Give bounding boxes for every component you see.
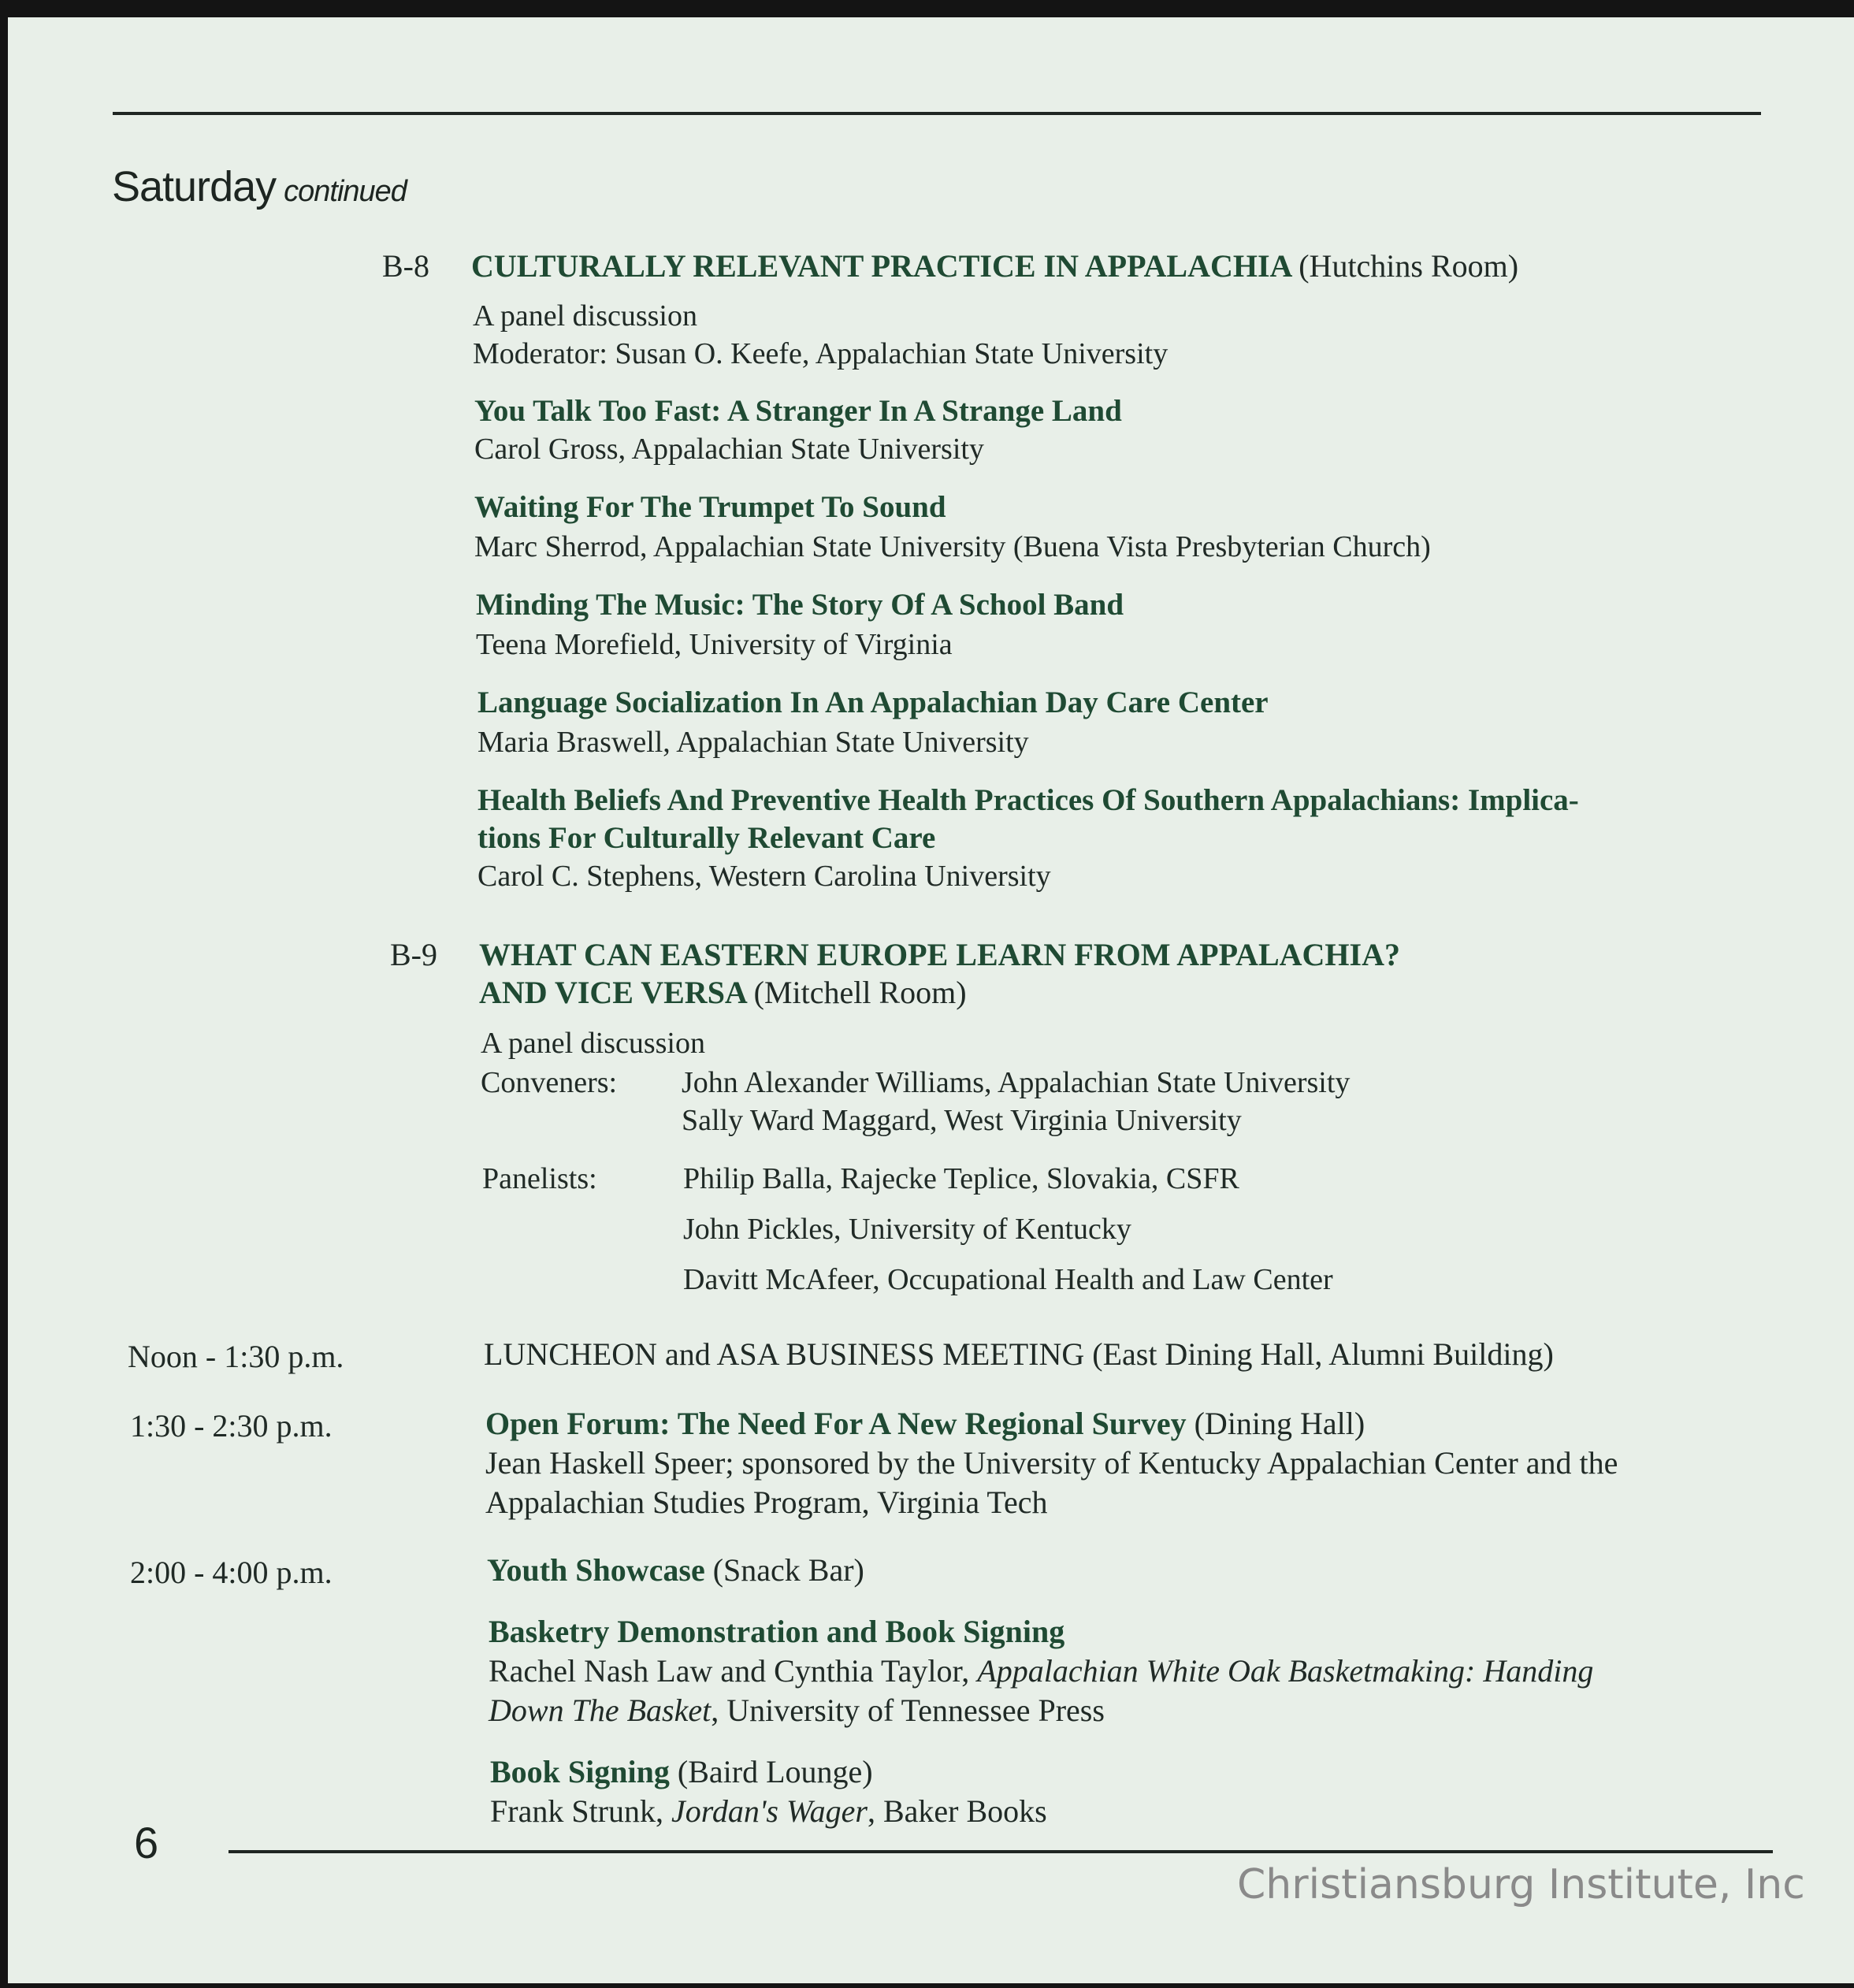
talk-presenter: Maria Braswell, Appalachian State University: [477, 726, 1029, 759]
signing-title-row: [490, 1752, 873, 1792]
conveners-row: [481, 1064, 1350, 1102]
event-title: Open Forum: The Need For A New Regional Survey: [485, 1406, 1187, 1441]
event-room: (Dining Hall): [1194, 1406, 1365, 1441]
session-code-b8: B-8: [382, 248, 429, 284]
session-code-b9: B-9: [390, 937, 437, 972]
event-title: Youth Showcase: [487, 1552, 705, 1588]
session-title-b9-line2: [479, 974, 967, 1011]
event-line: Appalachian Studies Program, Virginia Tech: [485, 1484, 1048, 1520]
talk-presenter: Teena Morefield, University of Virginia: [476, 628, 953, 661]
event-room: (Snack Bar): [712, 1552, 864, 1588]
event-text: LUNCHEON and ASA BUSINESS MEETING (East Dining Hall, Alumni Building): [484, 1336, 1554, 1372]
event-line: Jean Haskell Speer; sponsored by the University of Kentucky Appalachian Center and the: [485, 1445, 1618, 1481]
session-format-b9: A panel discussion: [481, 1027, 705, 1060]
signing-room: (Baird Lounge): [677, 1754, 873, 1789]
signing-book: Jordan's Wager: [671, 1793, 868, 1829]
conveners-label: Conveners:: [481, 1066, 618, 1099]
panelists-label: Panelists:: [482, 1162, 597, 1195]
session-room-b9: (Mitchell Room): [753, 975, 967, 1010]
page-number: 6: [134, 1818, 159, 1867]
convener-name: John Alexander Williams, Appalachian State University: [682, 1066, 1351, 1099]
event-time: 2:00 - 4:00 p.m.: [130, 1555, 333, 1590]
panelist-name: John Pickles, University of Kentucky: [683, 1213, 1131, 1246]
talk-title-line1: Health Beliefs And Preventive Health Practices Of Southern Appalachians: Implica-: [477, 783, 1579, 817]
session-room-b8: (Hutchins Room): [1299, 248, 1519, 284]
session-format-b8: A panel discussion: [473, 299, 697, 333]
talk-title: Language Socialization In An Appalachian Day Care Center: [477, 686, 1269, 719]
session-title-b8: [471, 247, 1518, 284]
event-time: Noon - 1:30 p.m.: [128, 1339, 344, 1374]
basketry-line2: [489, 1691, 1105, 1730]
session-title-b8-text: CULTURALLY RELEVANT PRACTICE IN APPALACHIA: [471, 248, 1291, 284]
talk-title-line2: tions For Culturally Relevant Care: [477, 821, 936, 855]
day-label: Saturday: [112, 163, 277, 210]
program-page: [8, 17, 1854, 1983]
event-title-row: [485, 1404, 1365, 1444]
talk-presenter: Carol C. Stephens, Western Carolina University: [477, 860, 1051, 893]
basketry-publisher: , University of Tennessee Press: [711, 1693, 1105, 1728]
basketry-authors: Rachel Nash Law and Cynthia Taylor,: [489, 1653, 978, 1689]
talk-title: You Talk Too Fast: A Stranger In A Strange Land: [474, 394, 1122, 428]
talk-presenter: Carol Gross, Appalachian State University: [474, 433, 984, 466]
talk-presenter: Marc Sherrod, Appalachian State University (Buena Vista Presbyterian Church): [474, 530, 1431, 563]
basketry-line1: [489, 1652, 1593, 1691]
panelists-row: [482, 1160, 1239, 1198]
session-title-b9-line1: WHAT CAN EASTERN EUROPE LEARN FROM APPALACHIA?: [479, 937, 1400, 972]
basketry-book-a: Appalachian White Oak Basketmaking: Handing: [977, 1653, 1594, 1689]
top-rule: [113, 112, 1761, 115]
signing-publisher: , Baker Books: [867, 1793, 1047, 1829]
convener-name: Sally Ward Maggard, West Virginia University: [682, 1104, 1242, 1137]
day-heading: [112, 162, 407, 211]
panelist-name: Philip Balla, Rajecke Teplice, Slovakia, CSFR: [683, 1162, 1239, 1195]
continued-label: continued: [284, 175, 407, 208]
signing-title: Book Signing: [490, 1754, 670, 1789]
session-title-b9-text: AND VICE VERSA: [479, 975, 746, 1010]
basketry-book-b: Down The Basket: [489, 1693, 712, 1728]
basketry-title: Basketry Demonstration and Book Signing: [489, 1614, 1065, 1649]
bottom-rule: [228, 1850, 1773, 1853]
panelist-name: Davitt McAfeer, Occupational Health and Law Center: [683, 1263, 1333, 1296]
signing-author: Frank Strunk,: [490, 1793, 671, 1829]
talk-title: Minding The Music: The Story Of A School Band: [476, 588, 1124, 622]
event-title-row: [487, 1551, 864, 1590]
watermark: Christiansburg Institute, Inc: [1237, 1861, 1805, 1908]
session-moderator-b8: Moderator: Susan O. Keefe, Appalachian State University: [473, 337, 1169, 370]
signing-line: [490, 1792, 1047, 1831]
talk-title: Waiting For The Trumpet To Sound: [474, 490, 946, 524]
event-time: 1:30 - 2:30 p.m.: [130, 1408, 333, 1444]
